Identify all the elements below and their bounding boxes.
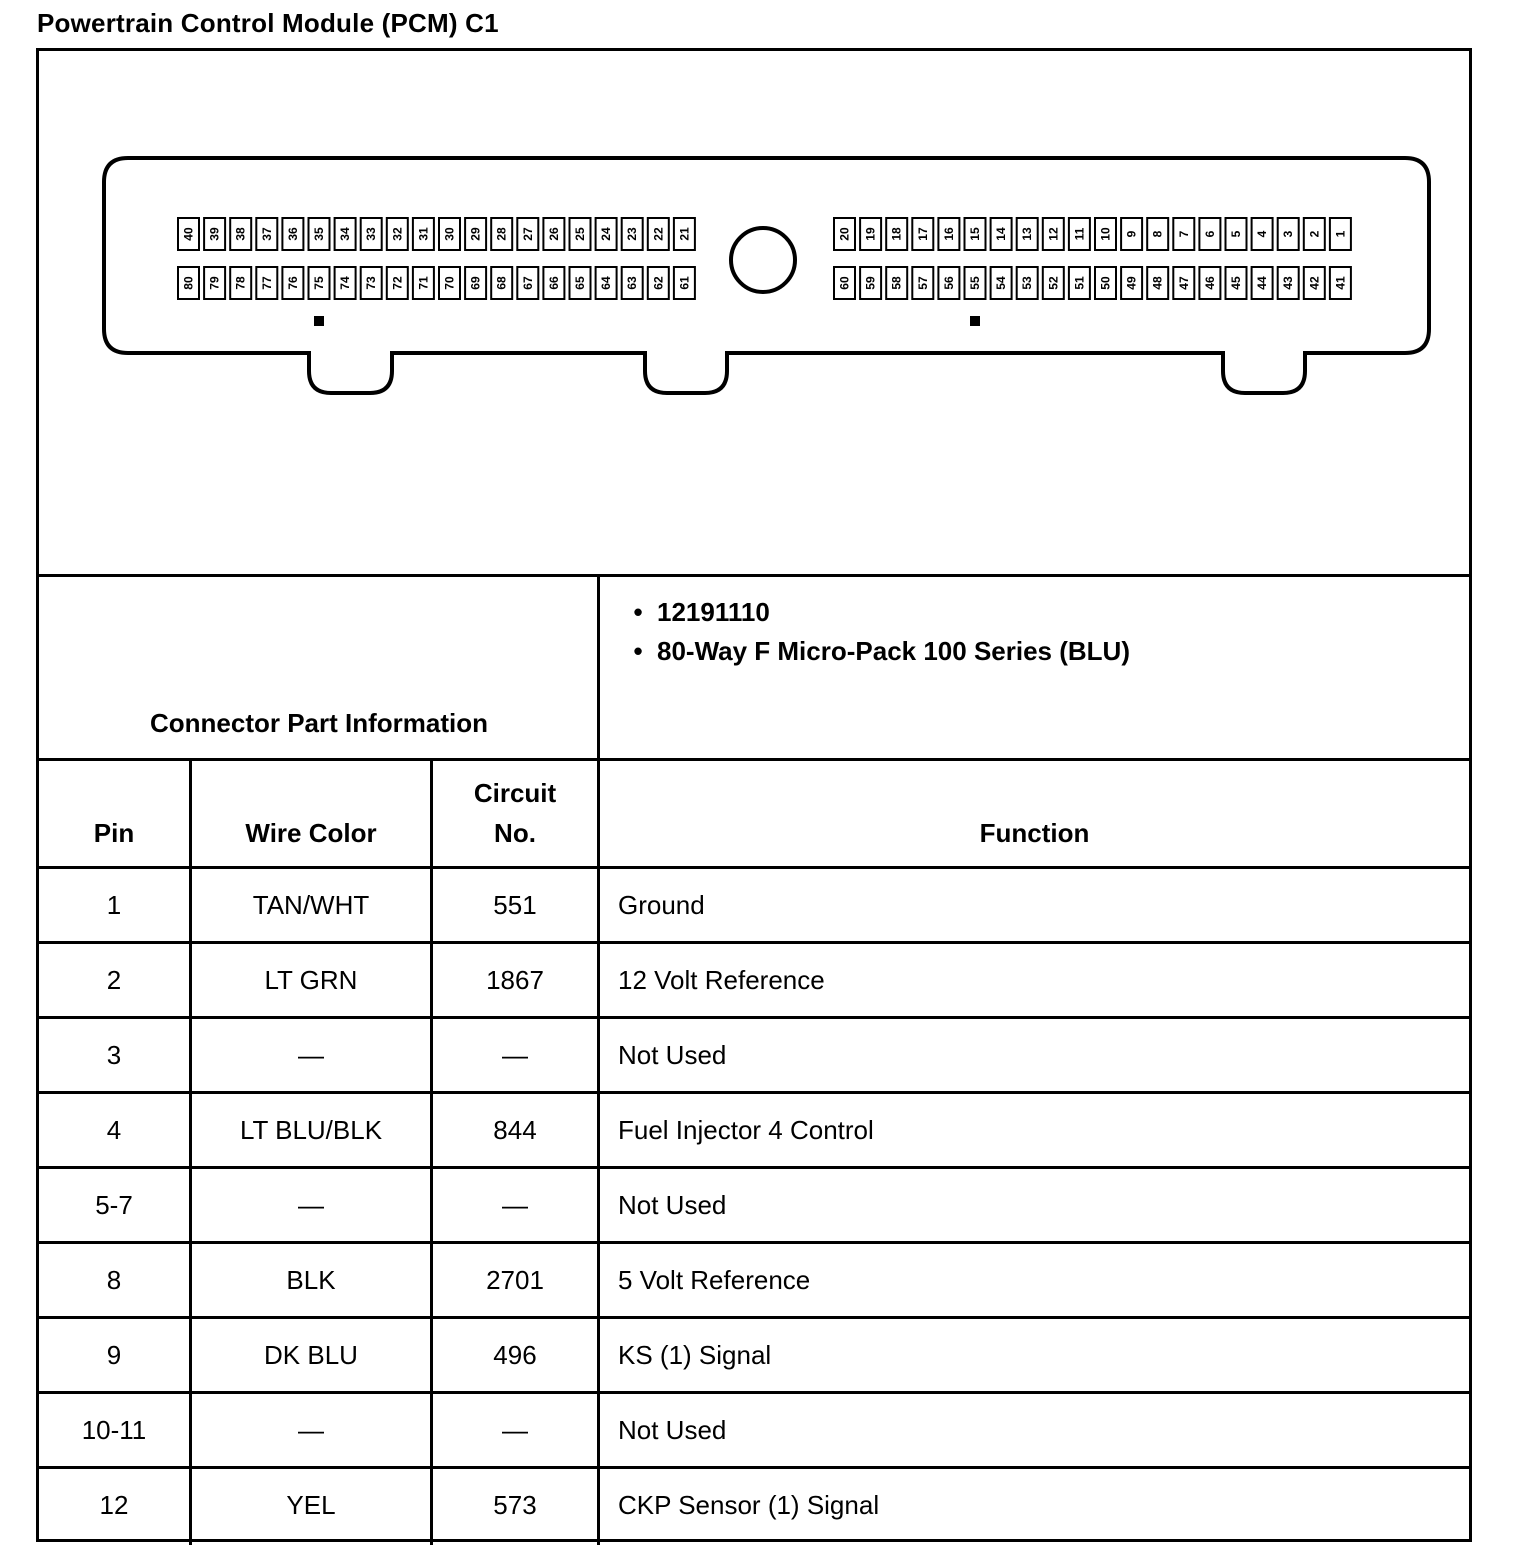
pin-number-label: 63 xyxy=(625,276,640,290)
header-circuit: Circuit xyxy=(473,777,557,808)
pin-number-label: 74 xyxy=(338,276,353,290)
part-number: 12191110 xyxy=(657,597,770,627)
connector-info-list xyxy=(619,593,1130,671)
circuit-cell: 496 xyxy=(493,1339,537,1370)
pin-number-label: 61 xyxy=(677,276,692,290)
pin-number-label: 78 xyxy=(233,276,248,290)
center-key-hole xyxy=(731,228,795,292)
pin-number-label: 19 xyxy=(863,227,878,241)
pin-number-label: 24 xyxy=(599,227,614,241)
function-cell: Not Used xyxy=(618,1414,727,1445)
pin-number-label: 75 xyxy=(312,276,326,290)
pin-number-label: 33 xyxy=(364,227,379,241)
wire-color-cell: BLK xyxy=(286,1264,336,1295)
pin-number-label: 39 xyxy=(207,227,222,241)
pin-number-label: 70 xyxy=(442,276,457,290)
pin-number-label: 80 xyxy=(181,276,196,290)
pin-number-label: 16 xyxy=(941,227,956,241)
pin-number-label: 72 xyxy=(390,276,405,290)
pin-number-label: 46 xyxy=(1202,276,1217,290)
pin-number-label: 48 xyxy=(1150,276,1165,290)
header-circuit-no: No. xyxy=(494,817,536,848)
pin-cell: 9 xyxy=(106,1339,122,1370)
pin-number-label: 54 xyxy=(994,276,1009,290)
pin-number-label: 44 xyxy=(1255,276,1270,290)
pin-number-label: 60 xyxy=(837,276,852,290)
pin-number-label: 28 xyxy=(494,227,509,241)
pin-number-label: 8 xyxy=(1150,230,1165,238)
pin-number-label: 77 xyxy=(259,276,274,290)
pin-number-label: 11 xyxy=(1072,227,1087,241)
circuit-cell: 2701 xyxy=(486,1264,544,1295)
function-cell: Not Used xyxy=(618,1189,727,1220)
pin-number-label: 35 xyxy=(312,227,326,241)
circuit-cell: 551 xyxy=(493,889,537,920)
wire-color-cell: YEL xyxy=(286,1489,336,1520)
pin-number-label: 49 xyxy=(1124,276,1139,290)
connector-info-label: Connector Part Information xyxy=(149,708,488,738)
pin-number-label: 32 xyxy=(390,227,405,241)
wire-color-cell: DK BLU xyxy=(264,1339,358,1370)
pin-number-label: 9 xyxy=(1124,230,1139,238)
function-cell: Ground xyxy=(618,889,705,920)
pin-number-label: 37 xyxy=(259,227,274,241)
pin-number-label: 66 xyxy=(546,276,561,290)
connector-description: 80-Way F Micro-Pack 100 Series (BLU) xyxy=(657,636,1130,666)
marker-left xyxy=(314,316,324,326)
pin-number-label: 18 xyxy=(889,227,904,241)
pin-number-label: 59 xyxy=(863,276,878,290)
connector-diagram xyxy=(39,51,1469,574)
pin-number-label: 67 xyxy=(520,276,535,290)
list-item xyxy=(619,593,1130,632)
pin-number-label: 21 xyxy=(677,227,692,241)
wire-color-cell: LT BLU/BLK xyxy=(239,1114,383,1145)
pin-number-label: 17 xyxy=(915,227,930,241)
pin-number-label: 13 xyxy=(1020,227,1035,241)
pin-number-label: 34 xyxy=(338,227,353,241)
wire-color-cell: — xyxy=(298,1414,324,1445)
pin-number-label: 5 xyxy=(1229,230,1243,238)
wire-color-cell: TAN/WHT xyxy=(252,889,370,920)
pin-number-label: 53 xyxy=(1020,276,1035,290)
pin-number-label: 76 xyxy=(285,276,300,290)
pin-number-label: 71 xyxy=(416,276,431,290)
pin-number-label: 47 xyxy=(1176,276,1191,290)
pin-number-label: 31 xyxy=(416,227,431,241)
pin-number-label: 25 xyxy=(573,227,587,241)
function-cell: 12 Volt Reference xyxy=(618,964,825,995)
pin-number-label: 38 xyxy=(233,227,248,241)
pin-number-label: 43 xyxy=(1281,276,1296,290)
header-wire-color: Wire Color xyxy=(245,817,377,848)
pin-number-label: 50 xyxy=(1098,276,1113,290)
pin-number-label: 15 xyxy=(968,227,982,241)
pin-number-label: 79 xyxy=(207,276,222,290)
pin-cell: 2 xyxy=(106,964,122,995)
pin-number-label: 69 xyxy=(468,276,483,290)
connector-face-drawing xyxy=(39,51,1469,574)
wire-color-cell: — xyxy=(298,1039,324,1070)
divider xyxy=(39,758,1469,761)
pin-cell: 3 xyxy=(106,1039,122,1070)
pin-number-label: 26 xyxy=(546,227,561,241)
pin-number-label: 55 xyxy=(968,276,982,290)
pin-number-label: 14 xyxy=(994,227,1009,241)
bullet-icon: • xyxy=(633,597,643,627)
pin-number-label: 62 xyxy=(651,276,666,290)
pin-number-label: 4 xyxy=(1255,230,1270,238)
wire-color-cell: — xyxy=(298,1189,324,1220)
circuit-cell: — xyxy=(502,1414,528,1445)
bullet-icon: • xyxy=(633,636,643,666)
pin-number-label: 40 xyxy=(181,227,196,241)
pin-number-label: 68 xyxy=(494,276,509,290)
pin-number-label: 65 xyxy=(573,276,587,290)
pin-cell: 10-11 xyxy=(81,1414,147,1445)
pin-number-label: 45 xyxy=(1229,276,1243,290)
page-title: Powertrain Control Module (PCM) C1 xyxy=(37,8,499,38)
pin-number-label: 22 xyxy=(651,227,666,241)
pin-number-label: 56 xyxy=(941,276,956,290)
pin-number-label: 23 xyxy=(625,227,640,241)
pin-number-label: 6 xyxy=(1202,230,1217,238)
pin-number-label: 12 xyxy=(1046,227,1061,241)
pin-cell: 12 xyxy=(99,1489,129,1520)
function-cell: KS (1) Signal xyxy=(618,1339,772,1370)
pin-number-label: 10 xyxy=(1098,227,1113,241)
pin-cell: 5-7 xyxy=(95,1189,133,1220)
pin-number-label: 41 xyxy=(1333,276,1348,290)
marker-right xyxy=(970,316,980,326)
pin-number-label: 20 xyxy=(837,227,852,241)
pin-number-label: 42 xyxy=(1307,276,1322,290)
pin-cell: 1 xyxy=(106,889,122,920)
function-cell: 5 Volt Reference xyxy=(618,1264,811,1295)
divider xyxy=(39,574,1469,577)
circuit-cell: 1867 xyxy=(486,964,544,995)
header-pin: Pin xyxy=(93,817,135,848)
pin-cell: 4 xyxy=(106,1114,122,1145)
circuit-cell: 844 xyxy=(493,1114,537,1145)
pin-number-label: 64 xyxy=(599,276,614,290)
pin-number-label: 2 xyxy=(1307,230,1322,238)
pin-number-label: 36 xyxy=(285,227,300,241)
list-item xyxy=(619,632,1130,671)
function-cell: CKP Sensor (1) Signal xyxy=(618,1489,880,1520)
header-function: Function xyxy=(979,817,1090,848)
circuit-cell: — xyxy=(502,1189,528,1220)
pin-number-label: 30 xyxy=(442,227,457,241)
function-cell: Fuel Injector 4 Control xyxy=(618,1114,874,1145)
pin-number-label: 58 xyxy=(889,276,904,290)
circuit-cell: — xyxy=(502,1039,528,1070)
pin-number-label: 73 xyxy=(364,276,379,290)
pin-number-label: 52 xyxy=(1046,276,1061,290)
pin-number-label: 29 xyxy=(468,227,483,241)
circuit-cell: 573 xyxy=(493,1489,537,1520)
pin-cell: 8 xyxy=(106,1264,122,1295)
pin-number-label: 7 xyxy=(1176,230,1191,238)
pin-number-label: 57 xyxy=(915,276,930,290)
pin-number-label: 3 xyxy=(1281,230,1296,238)
pin-number-label: 1 xyxy=(1333,230,1348,238)
connector-table-frame xyxy=(36,48,1472,1542)
pin-number-label: 27 xyxy=(520,227,535,241)
function-cell: Not Used xyxy=(618,1039,727,1070)
wire-color-cell: LT GRN xyxy=(264,964,358,995)
pin-number-label: 51 xyxy=(1072,276,1087,290)
